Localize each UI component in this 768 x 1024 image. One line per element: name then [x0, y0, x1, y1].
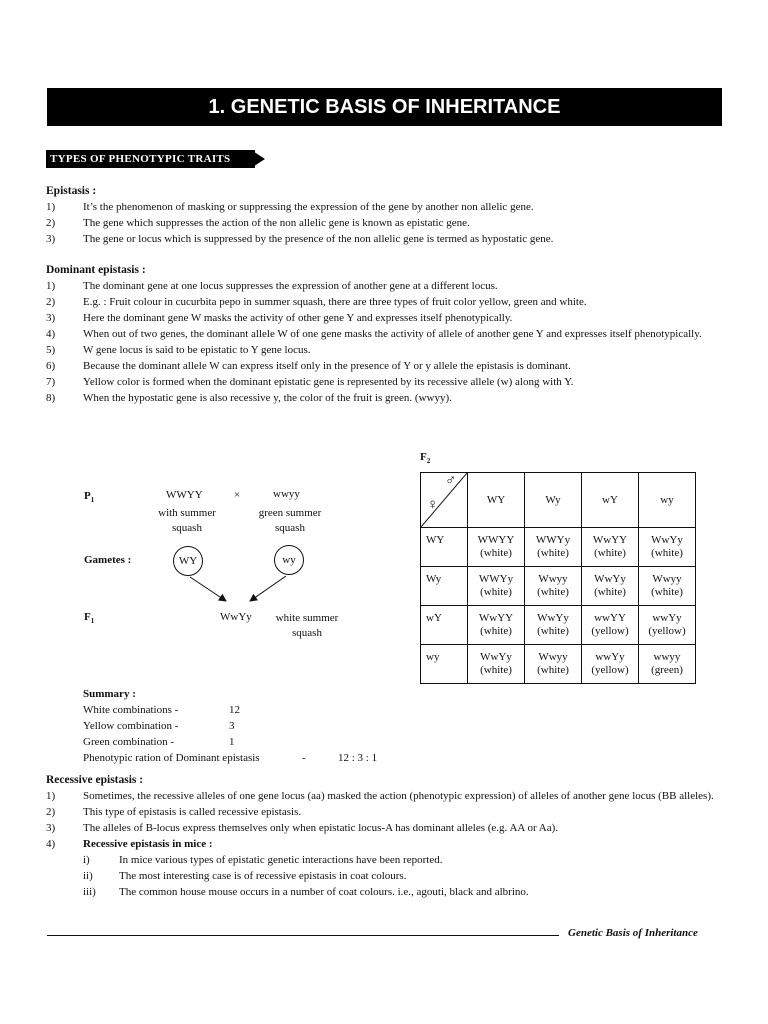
punnett-square	[420, 472, 696, 684]
recessive-section	[46, 772, 726, 900]
item-text: E.g. : Fruit colour in cucurbita pepo in summer squash, there are three types of fruit color yellow, green and white.	[83, 296, 587, 308]
recessive-heading: Recessive epistasis :	[46, 774, 144, 786]
list-item	[46, 836, 726, 852]
table-cell: Wwyy (white)	[525, 567, 582, 606]
sub-item-number: i)	[83, 854, 90, 866]
gamete-circle-2: wy	[274, 545, 304, 575]
item-text: Yellow color is formed when the dominant epistatic gene is represented by its recessive allele (w) along with Y.	[83, 376, 574, 388]
page-title: 1. GENETIC BASIS OF INHERITANCE	[47, 88, 722, 126]
parent1-description: with summer squash	[158, 507, 216, 534]
f1-description: white summer squash	[275, 612, 339, 639]
male-icon: ♂	[445, 473, 457, 489]
col-header: Wy	[525, 473, 582, 528]
item-text: When out of two genes, the dominant allele W of one gene masks the activity of allele of another gene Y and expresses itself phenotypically.	[83, 328, 702, 340]
corner-cell	[421, 473, 468, 528]
list-item	[46, 788, 726, 804]
item-number: 8)	[46, 392, 56, 404]
table-cell: WwYy (white)	[468, 645, 525, 684]
item-text: The gene or locus which is suppressed by the presence of the non allelic gene is termed as hypostatic gene.	[83, 233, 554, 245]
table-cell: Wwyy (white)	[639, 567, 696, 606]
item-text: Here the dominant gene W masks the activity of other gene Y and expresses itself phenotypically.	[83, 312, 513, 324]
table-row	[421, 645, 696, 684]
item-number: 7)	[46, 376, 56, 388]
arrow-left	[190, 577, 226, 601]
col-header: wY	[582, 473, 639, 528]
item-number: 1)	[46, 201, 56, 213]
f1-genotype: WwYy	[220, 611, 252, 623]
gamete-circle-1: WY	[173, 546, 203, 576]
row-header: WY	[421, 528, 468, 567]
item-number: 4)	[46, 328, 56, 340]
item-number: 3)	[46, 312, 56, 324]
item-number: 2)	[46, 296, 56, 308]
row-header: Wy	[421, 567, 468, 606]
arrow-right	[250, 576, 286, 601]
sub-list-item	[46, 884, 726, 900]
table-cell: WwYy (white)	[525, 606, 582, 645]
row-header: wY	[421, 606, 468, 645]
item-number: 3)	[46, 822, 56, 834]
parent2-description: green summer squash	[258, 507, 322, 534]
table-cell: WwYY (white)	[468, 606, 525, 645]
item-number: 2)	[46, 217, 56, 229]
item-number: 3)	[46, 233, 56, 245]
item-number: 2)	[46, 806, 56, 818]
col-header: wy	[639, 473, 696, 528]
item-text: It’s the phenomenon of masking or suppressing the expression of the gene by another non allelic gene.	[83, 201, 534, 213]
row-header: wy	[421, 645, 468, 684]
item-number: 4)	[46, 838, 56, 850]
cross-diagram	[0, 0, 420, 660]
sub-item-text: In mice various types of epistatic genetic interactions have been reported.	[119, 854, 443, 866]
table-row	[421, 567, 696, 606]
table-cell: wwyy (green)	[639, 645, 696, 684]
epistasis-heading: Epistasis :	[46, 185, 97, 197]
item-number: 1)	[46, 280, 56, 292]
footer-title: Genetic Basis of Inheritance	[568, 927, 698, 939]
col-header: WY	[468, 473, 525, 528]
sub-list-item	[46, 868, 726, 884]
summary-line: Yellow combination - 3	[83, 720, 235, 732]
item-number: 1)	[46, 790, 56, 802]
p1-label: $P_1$	[84, 490, 95, 505]
table-cell: wwYy (yellow)	[639, 606, 696, 645]
f1-label: $F_1$	[84, 611, 95, 626]
list-item	[46, 820, 726, 836]
item-number: 5)	[46, 344, 56, 356]
table-cell: WWYY (white)	[468, 528, 525, 567]
section-tag: TYPES OF PHENOTYPIC TRAITS	[46, 150, 255, 168]
item-text: When the hypostatic gene is also recessive y, the color of the fruit is green. (wwyy).	[83, 392, 452, 404]
sub-item-text: The most interesting case is of recessive epistasis in coat colours.	[119, 870, 407, 882]
cross-arrows	[0, 0, 420, 660]
table-cell: WwYy (white)	[582, 567, 639, 606]
item-text: W gene locus is said to be epistatic to Y gene locus.	[83, 344, 311, 356]
summary-line: White combinations - 12	[83, 704, 240, 716]
summary-line: Green combination - 1	[83, 736, 235, 748]
f2-label: $F_2$	[420, 451, 431, 466]
table-cell: WWYy (white)	[525, 528, 582, 567]
table-row	[421, 528, 696, 567]
sub-item-number: ii)	[83, 870, 93, 882]
summary-heading: Summary :	[83, 688, 136, 700]
parent1-genotype: WWYY	[166, 489, 203, 501]
table-cell: WwYy (white)	[639, 528, 696, 567]
item-text: Sometimes, the recessive alleles of one gene locus (aa) masked the action (phenotypic expression) of alleles of another gene locus (BB alleles).	[83, 790, 714, 802]
item-text: The gene which suppresses the action of the non allelic gene is known as epistatic gene.	[83, 217, 470, 229]
parent2-genotype: wwyy	[273, 488, 300, 500]
table-row	[421, 473, 696, 528]
summary-section	[83, 686, 443, 766]
female-icon: ♀	[427, 497, 439, 513]
sub-list-item	[46, 852, 726, 868]
item-text: The alleles of B-locus express themselves only when epistatic locus-A has dominant alleles (e.g. AA or Aa).	[83, 822, 559, 834]
table-cell: Wwyy (white)	[525, 645, 582, 684]
sub-item-number: iii)	[83, 886, 96, 898]
item-text: Recessive epistasis in mice :	[83, 838, 213, 850]
footer-rule	[47, 935, 559, 936]
table-cell: WWYy (white)	[468, 567, 525, 606]
dominant-heading: Dominant epistasis :	[46, 264, 146, 276]
gametes-label: Gametes :	[84, 554, 132, 566]
item-text: Because the dominant allele W can express itself only in the presence of Y or y allele the epistasis is dominant.	[83, 360, 571, 372]
sub-item-text: The common house mouse occurs in a number of coat colours. i.e., agouti, black and albrino.	[119, 886, 529, 898]
table-row	[421, 606, 696, 645]
list-item	[46, 804, 726, 820]
item-text: This type of epistasis is called recessive epistasis.	[83, 806, 302, 818]
item-number: 6)	[46, 360, 56, 372]
table-cell: WwYY (white)	[582, 528, 639, 567]
cross-sign: ×	[234, 489, 241, 501]
summary-ratio: Phenotypic ration of Dominant epistasis - 12 : 3 : 1	[83, 752, 378, 764]
table-cell: wwYY (yellow)	[582, 606, 639, 645]
table-cell: wwYy (yellow)	[582, 645, 639, 684]
item-text: The dominant gene at one locus suppresses the expression of another gene at a different locus.	[83, 280, 498, 292]
